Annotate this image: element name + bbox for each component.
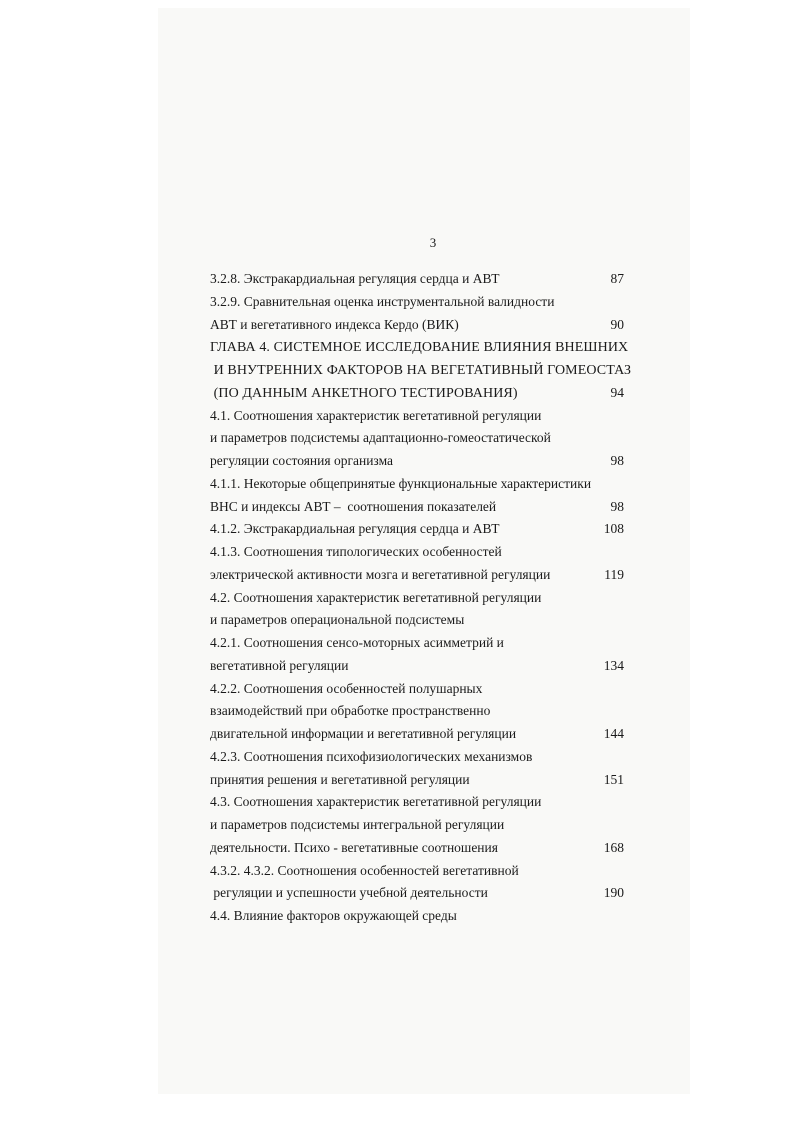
toc-line-page: 87 xyxy=(610,271,624,286)
toc-line-text: и параметров операциональной подсистемы xyxy=(210,612,465,628)
toc-line xyxy=(210,723,642,746)
toc-line-text: (ПО ДАННЫМ АНКЕТНОГО ТЕСТИРОВАНИЯ) xyxy=(210,385,518,401)
toc-chapter-line xyxy=(210,359,642,382)
toc-line-text: 4.2.1. Соотношения сенсо-моторных асимметрий и xyxy=(210,635,504,650)
toc-line-text: 4.1.1. Некоторые общепринятые функциональные характеристики xyxy=(210,475,592,491)
toc-line xyxy=(210,450,642,473)
toc-line-text: взаимодействий при обработке пространственно xyxy=(210,703,491,719)
toc-line xyxy=(210,291,642,314)
toc-line xyxy=(210,905,642,928)
toc-line-text: 4.1.2. Экстракардиальная регуляция сердца и АВТ xyxy=(210,521,500,537)
toc-line-page: 190 xyxy=(603,885,624,901)
toc-line xyxy=(210,860,642,883)
toc-line xyxy=(210,655,642,678)
toc-line xyxy=(210,791,642,814)
toc-line xyxy=(210,473,642,496)
toc-line xyxy=(210,564,642,587)
toc-line xyxy=(210,587,642,610)
toc-line-page: 90 xyxy=(610,316,624,332)
toc-line xyxy=(210,541,642,564)
page-number: 3 xyxy=(429,235,437,250)
table-of-contents xyxy=(210,268,642,928)
toc-line-text: 4.3.2. 4.3.2. Соотношения особенностей вегетативной xyxy=(210,862,519,878)
toc-line-text: регуляции состояния организма xyxy=(210,453,394,468)
toc-line-page: 168 xyxy=(603,839,624,855)
toc-line xyxy=(210,837,642,860)
toc-line-text: принятия решения и вегетативной регуляции xyxy=(210,771,470,787)
toc-chapter-line xyxy=(210,336,642,359)
toc-line-page: 108 xyxy=(603,521,624,537)
toc-line-text: и параметров подсистемы адаптационно-гомеостатической xyxy=(210,430,551,446)
toc-line-text: 3.2.8. Экстракардиальная регуляция сердца и АВТ xyxy=(210,271,500,286)
toc-line-page: 134 xyxy=(603,657,624,673)
toc-line-page: 94 xyxy=(610,384,624,400)
toc-line xyxy=(210,769,642,792)
toc-line-text: и параметров подсистемы интегральной регуляции xyxy=(210,817,505,832)
toc-line xyxy=(210,314,642,337)
toc-line xyxy=(210,496,642,519)
toc-line-text: 4.4. Влияние факторов окружающей среды xyxy=(210,908,457,923)
toc-line xyxy=(210,882,642,905)
toc-line xyxy=(210,814,642,837)
toc-line-text: ВНС и индексы АВТ – соотношения показателей xyxy=(210,498,497,514)
toc-line-text: электрической активности мозга и вегетативной регуляции xyxy=(210,566,551,582)
toc-line xyxy=(210,518,642,541)
toc-line-text: 3.2.9. Сравнительная оценка инструментальной валидности xyxy=(210,293,555,309)
toc-line-text: двигательной информации и вегетативной регуляции xyxy=(210,726,517,741)
toc-line-text: 4.2.2. Соотношения особенностей полушарных xyxy=(210,680,483,696)
toc-line-text: АВТ и вегетативного индекса Кердо (ВИК) xyxy=(210,316,459,332)
toc-line-page: 98 xyxy=(610,498,624,514)
toc-line-text: 4.2. Соотношения характеристик вегетативной регуляции xyxy=(210,589,542,605)
toc-line-text: И ВНУТРЕННИХ ФАКТОРОВ НА ВЕГЕТАТИВНЫЙ ГОМЕОСТАЗ xyxy=(210,363,632,378)
toc-line xyxy=(210,632,642,655)
toc-line xyxy=(210,678,642,701)
toc-line-text: 4.1.3. Соотношения типологических особенностей xyxy=(210,544,502,559)
toc-line xyxy=(210,268,642,291)
toc-line-page: 151 xyxy=(603,771,624,787)
toc-line-text: вегетативной регуляции xyxy=(210,657,349,673)
toc-line xyxy=(210,609,642,632)
toc-line-text: деятельности. Психо - вегетативные соотношения xyxy=(210,839,498,855)
toc-line xyxy=(210,746,642,769)
toc-line xyxy=(210,405,642,428)
toc-line xyxy=(210,700,642,723)
toc-line-text: 4.2.3. Соотношения психофизиологических механизмов xyxy=(210,748,533,764)
toc-line-text: 4.3. Соотношения характеристик вегетативной регуляции xyxy=(210,794,542,810)
toc-line-page: 144 xyxy=(603,726,624,741)
toc-line-page: 119 xyxy=(604,566,624,582)
toc-line-text: регуляции и успешности учебной деятельности xyxy=(210,885,488,901)
toc-line-page: 98 xyxy=(610,453,624,468)
toc-chapter-line xyxy=(210,382,642,405)
toc-line-text: 4.1. Соотношения характеристик вегетативной регуляции xyxy=(210,407,542,423)
toc-line-text: ГЛАВА 4. СИСТЕМНОЕ ИССЛЕДОВАНИЕ ВЛИЯНИЯ ВНЕШНИХ xyxy=(210,340,629,356)
toc-line xyxy=(210,427,642,450)
